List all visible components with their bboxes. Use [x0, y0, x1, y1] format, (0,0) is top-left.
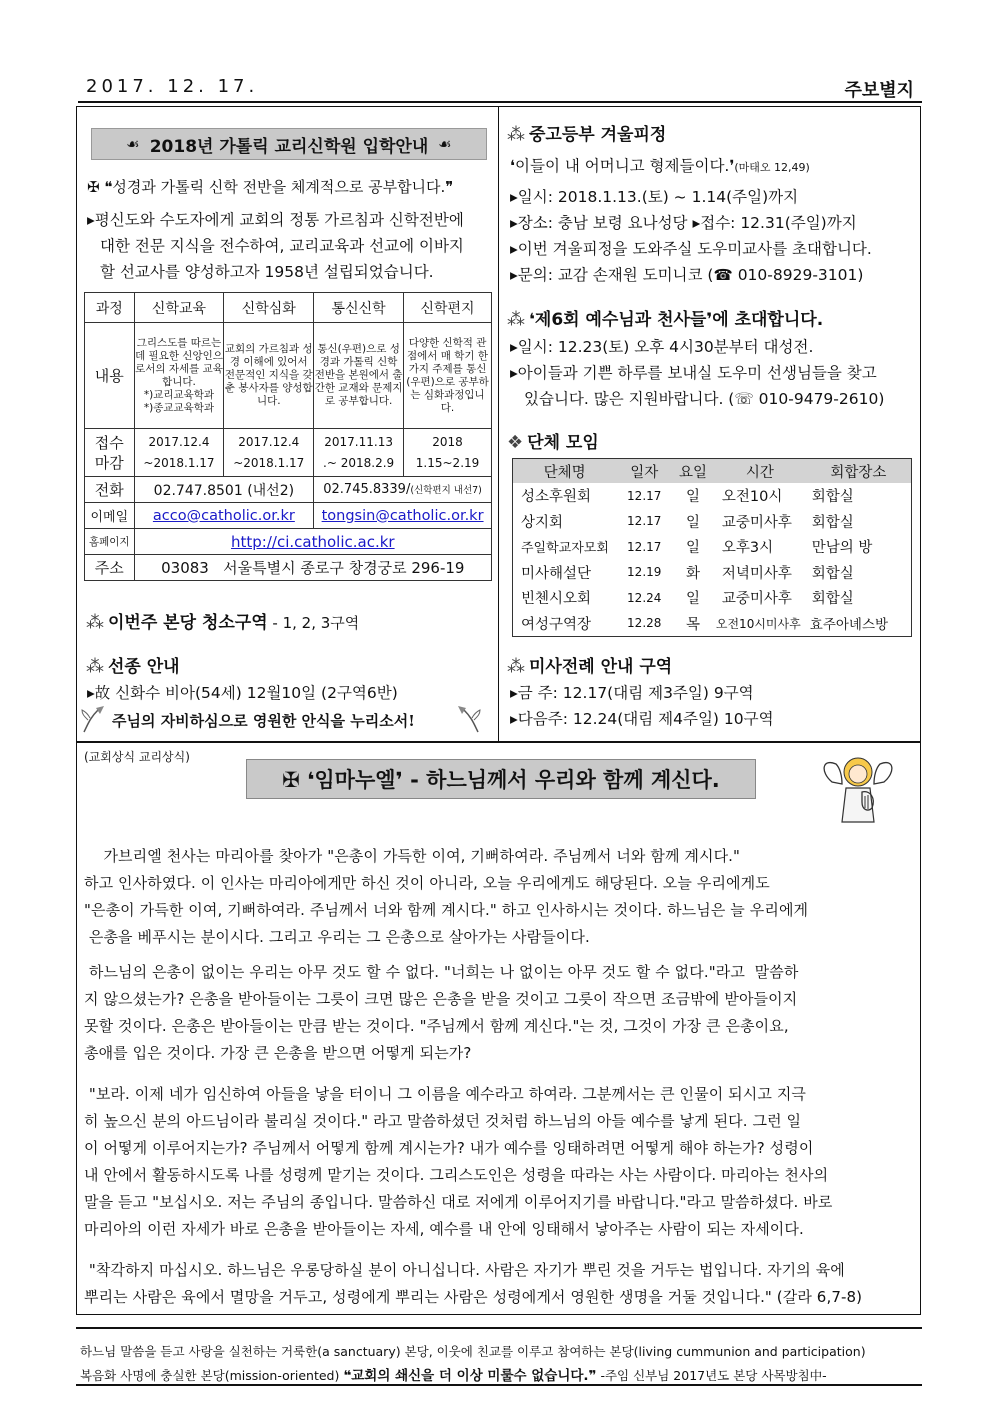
mass-area-heading — [507, 652, 672, 677]
groups-table — [512, 458, 912, 637]
group-time: 저녁미사후 — [721, 565, 792, 582]
article-line: 뿌리는 사람은 육에서 멸망을 거두고, 성령에게 뿌리는 사람은 성령에게서 영원한 생명을 거둘 것입니다." (갈라 6,7-8) — [84, 1288, 863, 1306]
leaf-ornament-icon: ☙ — [438, 135, 452, 153]
row-label: 주소 — [85, 555, 135, 581]
footer-divider-bottom — [76, 1384, 922, 1386]
table-row — [85, 529, 492, 555]
seminary-banner-title: 2018년 가톨릭 교리신학원 입학안내 — [149, 136, 429, 157]
group-name: 빈첸시오회 — [521, 591, 592, 608]
article-line: 하고 인사하였다. 이 인사는 마리아에게만 하신 것이 아니라, 오늘 우리에게도 해당된다. 오늘 우리에게도 — [84, 874, 770, 892]
sparkle-icon: ⁂ — [507, 124, 525, 145]
table-row — [513, 585, 912, 611]
retreat-line: ▸문의: 교감 손재원 도미니코 (☎ 010-8929-3101) — [510, 266, 864, 284]
course-content: 교회의 가르침과 성경 이해에 있어서 전문적인 지식을 갖춘 봉사자를 양성합니다. — [224, 323, 314, 429]
group-date: 12.19 — [627, 565, 662, 580]
angel-icon — [818, 752, 898, 828]
group-day: 일 — [685, 514, 700, 531]
mass-area-title: 미사전례 안내 구역 — [529, 657, 673, 677]
article-line: 지 않으셨는가? 은총을 받아들이는 그릇이 크면 많은 은총을 받을 것이고 그릇이 작으면 조금밖에 받아들이지 — [84, 990, 798, 1008]
phone-note: (신학편지 내선7) — [410, 485, 482, 496]
article-paragraph — [84, 959, 914, 1067]
bulletin-date: 2017. 12. 17. — [86, 76, 259, 97]
group-name: 여성구역장 — [521, 616, 592, 633]
retreat-quote-ref: (마태오 12,49) — [734, 161, 810, 174]
deceased-prayer: 주님의 자비하심으로 영원한 안식을 누리소서! — [112, 712, 415, 730]
group-time: 오전10시 — [721, 489, 783, 506]
phone-number: 02.747.8501 (내선2) — [134, 477, 314, 503]
reception-period: 2017.12.4 ~2018.1.17 — [134, 429, 224, 477]
retreat-heading — [507, 120, 666, 145]
table-header: 과정 — [85, 293, 135, 323]
row-label: 홈페이지 — [85, 529, 135, 555]
table-row — [513, 534, 912, 560]
angels-line: 있습니다. 많은 지원바랍니다. (☏ 010-9479-2610) — [524, 390, 885, 408]
group-place: 회합실 — [811, 591, 854, 608]
article-title: ✠ ❛임마누엘❜ - 하느님께서 우리와 함께 계신다. — [246, 759, 756, 799]
reception-period: 2018 1.15~2.19 — [404, 429, 492, 477]
group-name: 상지회 — [521, 514, 564, 531]
column-divider — [498, 106, 499, 742]
group-day: 일 — [685, 489, 700, 506]
article-line: 내 안에서 활동하시도록 나를 성령께 맡기는 것이다. 그리스도인은 성령을 따라는 사는 사람이다. 마리아는 천사의 — [84, 1166, 829, 1184]
article-paragraph — [84, 1257, 914, 1311]
group-name: 주일학교자모회 — [521, 541, 609, 557]
article-line: 말을 듣고 "보십시오. 저는 주님의 종입니다. 말씀하신 대로 저에게 이루어지기를 바랍니다."라고 말씀하셨다. 바로 — [84, 1193, 833, 1211]
cleaning-heading — [86, 608, 359, 633]
group-date: 12.24 — [627, 590, 662, 605]
deceased-heading — [86, 652, 180, 677]
angels-line: ▸일시: 12.23(토) 오후 4시30분부터 대성전. — [510, 338, 814, 356]
article-line: "은총이 가득한 이여, 기뻐하여라. 주님께서 너와 함께 계시다." 하고 인사하시는 것이다. 하느님은 늘 우리에게 — [84, 901, 809, 919]
reception-period: 2017.12.4 ~2018.1.17 — [224, 429, 314, 477]
seminary-desc-line: ▸평신도와 수도자에게 교회의 정통 가르침과 신학전반에 — [87, 211, 464, 229]
row-label: 내용 — [85, 323, 135, 429]
group-day: 일 — [685, 591, 700, 608]
group-time: 교중미사후 — [721, 591, 792, 608]
lily-left-icon — [80, 704, 108, 734]
angels-title: ❛제6회 예수님과 천사들❜에 초대합니다. — [529, 310, 824, 330]
course-content: 다양한 신학적 관점에서 매 학기 한 가지 주제를 통신(우편)으로 공부하는 심화과정입니다. — [404, 323, 492, 429]
footer-line-2 — [80, 1364, 827, 1384]
phone-number: 02.745.8339/ — [323, 482, 411, 497]
article-caption: (교회상식 교리상식) — [84, 750, 190, 764]
header-divider — [78, 101, 922, 103]
sparkle-icon: ⁂ — [86, 612, 104, 633]
article-line: "착각하지 마십시오. 하느님은 우롱당하실 분이 아니십니다. 사람은 자기가 뿌린 것을 거두는 법입니다. 자기의 육에 — [84, 1261, 845, 1279]
article-line: 총애를 입은 것이다. 가장 큰 은총을 받으면 어떻게 되는가? — [84, 1044, 472, 1062]
table-header: 신학편지 — [404, 293, 492, 323]
bulletin-title: 주보별지 — [844, 80, 914, 101]
leaf-ornament-icon: ☙ — [126, 135, 140, 153]
group-date: 12.17 — [627, 514, 662, 529]
article-line: 못할 것이다. 은총은 받아들이는 만큼 받는 것이다. "주님께서 함께 계신다."는 것, 그것이 가장 큰 은총이요, — [84, 1017, 789, 1035]
phone-number-2 — [314, 477, 492, 503]
course-content: 통신(우편)으로 성경과 가톨릭 신학 전반을 본원에서 출간한 교재와 문제지로 공부합니다. — [314, 323, 404, 429]
flower-icon: ❖ — [507, 432, 524, 453]
homepage-cell — [134, 529, 491, 555]
email-link[interactable]: tongsin@catholic.or.kr — [321, 507, 484, 524]
seminary-desc-line: 할 선교사를 양성하고자 1958년 설립되었습니다. — [100, 263, 434, 281]
table-header: 신학심화 — [224, 293, 314, 323]
sparkle-icon: ⁂ — [507, 309, 525, 330]
group-day: 일 — [685, 540, 700, 557]
footer-text: 복음화 사명에 충실한 본당(mission-oriented) — [80, 1368, 344, 1383]
group-time: 교중미사후 — [721, 514, 792, 531]
group-place: 회합실 — [811, 514, 854, 531]
deceased-title: 선종 안내 — [108, 657, 180, 677]
table-header: 일자 — [616, 459, 672, 484]
table-header: 단체명 — [513, 459, 617, 484]
group-place: 회합실 — [811, 489, 854, 506]
article-paragraph — [84, 843, 914, 951]
group-time: 오후3시 — [721, 540, 774, 557]
cleaning-title: 이번주 본당 청소구역 — [108, 613, 268, 633]
table-row — [513, 611, 912, 637]
article-line: 이 어떻게 이루어지는가? 주님께서 어떻게 함께 계시는가? 내가 예수를 잉태하려면 어떻게 해야 하는가? 성령이 — [84, 1139, 814, 1157]
footer-text: -주임 신부님 2017년도 본당 사목방침中- — [596, 1368, 827, 1383]
group-date: 12.17 — [627, 488, 662, 503]
lily-right-icon — [454, 704, 482, 734]
row-label: 접수 마감 — [85, 429, 135, 477]
table-header: 요일 — [672, 459, 714, 484]
course-content: 그리스도를 따르는데 필요한 신앙인으로서의 자세를 교육합니다. *)교리교육학과 *)종교교육학과 — [134, 323, 224, 429]
cleaning-detail: - 1, 2, 3구역 — [267, 614, 360, 632]
table-row — [513, 509, 912, 535]
address: 03083 서울특별시 종로구 창경궁로 296-19 — [134, 555, 491, 581]
table-row — [85, 503, 492, 529]
footer-motto: ❝교회의 쇄신을 더 이상 미룰수 없습니다.❞ — [343, 1368, 597, 1384]
angels-line: ▸아이들과 기쁜 하루를 보내실 도우미 선생님들을 찾고 — [510, 364, 877, 382]
sparkle-icon: ⁂ — [86, 656, 104, 677]
retreat-quote-text: ❛이들이 내 어머니고 형제들이다.❜ — [510, 157, 735, 175]
sparkle-icon: ⁂ — [507, 656, 525, 677]
table-row — [513, 483, 912, 509]
footer-divider-top — [76, 1327, 922, 1329]
seminary-intro: ✠ ❝성경과 가톨릭 신학 전반을 체계적으로 공부합니다.❞ — [87, 178, 454, 196]
homepage-link[interactable]: http://ci.catholic.ac.kr — [231, 532, 395, 551]
table-row — [85, 555, 492, 581]
table-row — [85, 323, 492, 429]
group-date: 12.17 — [627, 539, 662, 554]
reception-period: 2017.11.13 .~ 2018.2.9 — [314, 429, 404, 477]
retreat-line: ▸일시: 2018.1.13.(토) ~ 1.14(주일)까지 — [510, 188, 799, 206]
group-place: 만남의 방 — [811, 540, 873, 557]
table-header: 시간 — [714, 459, 806, 484]
groups-title: 단체 모임 — [527, 433, 599, 453]
group-day: 화 — [685, 565, 700, 582]
article-line: 마리아의 이런 자세가 바로 은총을 받아들이는 자세, 예수를 내 안에 잉태해서 낳아주는 사람이 되는 자세이다. — [84, 1220, 804, 1238]
row-label: 전화 — [85, 477, 135, 503]
table-row — [513, 560, 912, 586]
email-link[interactable]: acco@catholic.or.kr — [152, 507, 295, 524]
group-name: 미사해설단 — [521, 565, 592, 582]
retreat-quote — [510, 153, 810, 181]
group-date: 12.28 — [627, 616, 662, 631]
table-row — [85, 477, 492, 503]
article-line: 히 높으신 분의 아드님이라 불리실 것이다." 라고 말씀하셨던 것처럼 하느님의 아들 예수를 낳게 된다. 그런 일 — [84, 1112, 802, 1130]
group-place: 회합실 — [811, 565, 854, 582]
footer-line: 하느님 말씀을 듣고 사랑을 실천하는 거룩한(a sanctuary) 본당, 이웃에 친교를 이루고 참여하는 본당(living cummunion and participation) — [80, 1344, 866, 1359]
seminary-banner — [91, 128, 487, 160]
group-time: 오전10시미사후 — [715, 616, 801, 631]
seminary-desc-line: 대한 전문 지식을 전수하여, 교리교육과 선교에 이바지 — [100, 237, 464, 255]
row-label: 이메일 — [85, 503, 135, 529]
article-line: 하느님의 은총이 없이는 우리는 아무 것도 할 수 없다. "너희는 나 없이는 아무 것도 할 수 없다."라고 말씀하 — [84, 963, 799, 981]
angels-heading — [507, 305, 823, 330]
retreat-line: ▸장소: 충남 보령 요나성당 ▸접수: 12.31(주일)까지 — [510, 214, 857, 232]
group-place: 효주아녜스방 — [809, 617, 889, 634]
email-cell — [314, 503, 492, 529]
article-line: 은총을 베푸시는 분이시다. 그리고 우리는 그 은총으로 살아가는 사람들이다. — [84, 928, 590, 946]
group-day: 목 — [685, 616, 700, 633]
seminary-table — [84, 292, 492, 581]
article-line: 가브리엘 천사는 마리아를 찾아가 "은총이 가득한 이여, 기뻐하여라. 주님께서 너와 함께 계시다." — [84, 847, 741, 865]
table-header: 신학교육 — [134, 293, 224, 323]
article-paragraph — [84, 1081, 914, 1243]
table-header: 회합장소 — [806, 459, 912, 484]
group-name: 성소후원회 — [521, 489, 592, 506]
deceased-line: ▸故 신화수 비아(54세) 12월10일 (2구역6반) — [87, 684, 398, 702]
article-line: "보라. 이제 네가 임신하여 아들을 낳을 터이니 그 이름을 예수라고 하여라. 그분께서는 큰 인물이 되시고 지극 — [84, 1085, 806, 1103]
retreat-title: 중고등부 겨울피정 — [529, 125, 667, 145]
mass-area-line: ▸금 주: 12.17(대림 제3주일) 9구역 — [510, 684, 754, 702]
retreat-line: ▸이번 겨울피정을 도와주실 도우미교사를 초대합니다. — [510, 240, 872, 258]
table-row — [85, 429, 492, 477]
mass-area-line: ▸다음주: 12.24(대림 제4주일) 10구역 — [510, 710, 774, 728]
email-cell — [134, 503, 314, 529]
table-header: 통신신학 — [314, 293, 404, 323]
table-header-row — [85, 293, 492, 323]
groups-heading — [507, 428, 599, 453]
